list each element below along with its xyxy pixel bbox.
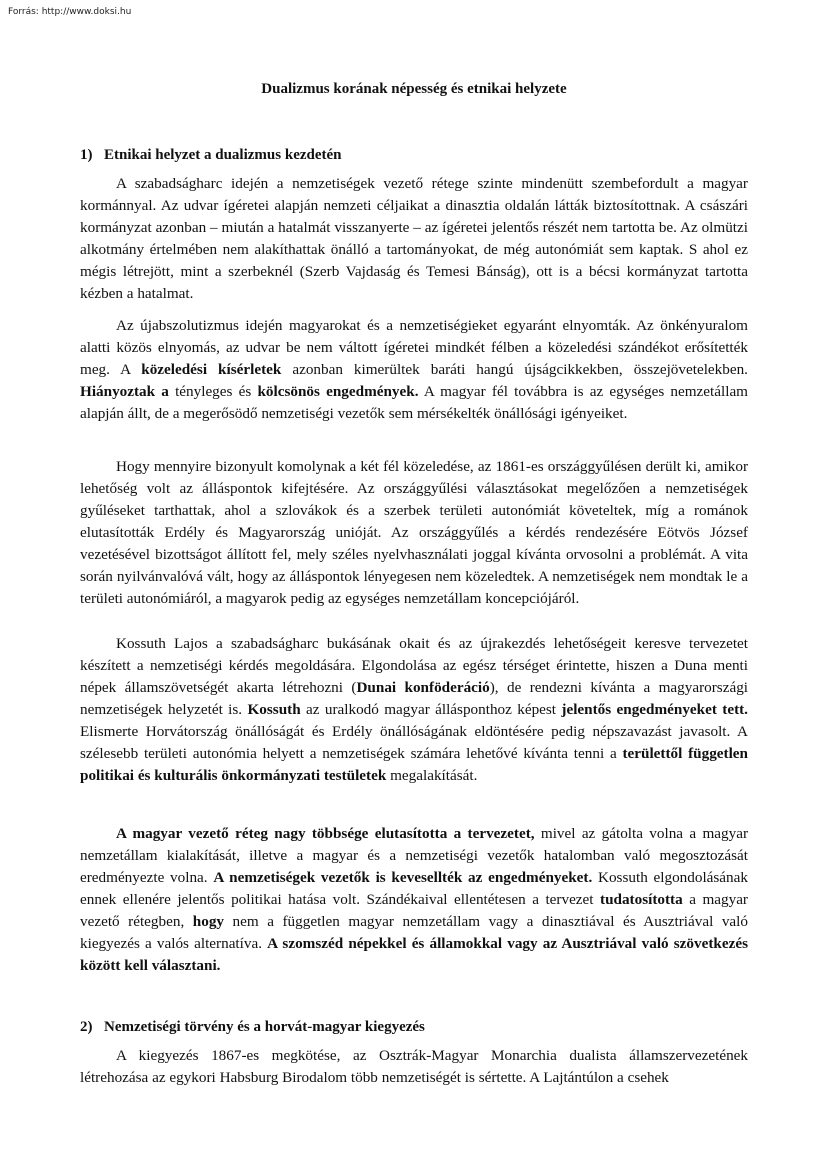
text-run: A szabadságharc idején a nemzetiségek vezető rétege szinte mindenütt szembefordult a magyar kormánnyal. Az udvar ígéretei alapján nemzeti céljaikat a dinasztia oldalán látták biztosítottnak. A császári kormányzat azonban – miután a hatalmát visszanyerte – az ígéretei jelentős részét nem tartotta be. Az olmützi alkotmány értelmében nem alakíthattak önálló a tartományokat, de még autonómiát sem kaptak. S ahol ez mégis létrejött, mint a szerbeknél (Szerb Vajdaság és Temesi Bánság), ott is a bécsi kormányzat tartotta kézben a hatalmat. xyxy=(80,175,748,302)
text-run: a magyar vezető rétegben, xyxy=(80,891,748,930)
text-run: Elismerte Horvátország önállóságát és Erdély önállóságának eldöntésére pedig népszavazást javasolt. A szélesebb területi autonómia helyett a nemzetiségek számára lehetővé kívánta tenni a xyxy=(80,723,748,762)
section-2-heading xyxy=(80,1016,425,1038)
source-note: Forrás: http://www.doksi.hu xyxy=(8,7,132,17)
bold-text: hogy xyxy=(192,913,225,930)
bold-text: A nemzetiségek vezetők is kevesellték az engedményeket. xyxy=(213,869,593,886)
bold-text: Kossuth xyxy=(247,701,301,718)
bold-text: jelentős engedményeket tett. xyxy=(561,701,748,718)
text-run: megalakítását. xyxy=(386,767,478,784)
section-1-heading-text: Etnikai helyzet a dualizmus kezdetén xyxy=(104,147,342,163)
text-run: A kiegyezés 1867-es megkötése, az Osztrák-Magyar Monarchia dualista államszervezetének létrehozása az egykori Habsburg Birodalom több nemzetiségét is sértette. A Lajtántúlon a csehek xyxy=(80,1047,748,1086)
bold-text: közeledési kísérletek xyxy=(141,361,282,378)
text-run: tényleges és xyxy=(168,383,258,400)
paragraph xyxy=(80,633,748,787)
text-run: A magyar fél továbbra is az egységes nemzetállam alapján állt, de a megerősödő nemzetiségi vezetők sem mérsékelték önállósági igényeiket. xyxy=(80,383,748,422)
document-title: Dualizmus korának népesség és etnikai helyzete xyxy=(261,81,567,97)
text-run: Kossuth elgondolásának ennek ellenére jelentős politikai hatása volt. Szándékaival ellentétesen a tervezet xyxy=(80,869,748,908)
text-run: Kossuth Lajos a szabadságharc bukásának okait és az újrakezdés lehetőségeit keresve tervezetet készített a nemzetiségi kérdés megoldására. Elgondolása az egész térséget érintette, hiszen a Duna menti népek államszövetségét akarta létrehozni ( xyxy=(80,635,748,696)
text-run: Az újabszolutizmus idején magyarokat és a nemzetiségieket egyaránt elnyomták. Az önkényuralom alatti közös elnyomás, az udvar be nem váltott ígéretei mindkét félben a közeledési szándékot erősítették meg. A xyxy=(80,317,748,378)
text-run: azonban kimerültek baráti hangú újságcikkekben, összejövetelekben. xyxy=(281,361,748,378)
paragraph xyxy=(80,315,748,425)
bold-text: A magyar vezető réteg nagy többsége elutasította a tervezetet, xyxy=(116,825,535,842)
section-2-heading-text: Nemzetiségi törvény és a horvát-magyar kiegyezés xyxy=(104,1019,425,1035)
text-run: ), de rendezni kívánta a magyarországi nemzetiségek helyzetét is. xyxy=(80,679,749,718)
bold-text: tudatosította xyxy=(600,891,683,908)
bold-text: A szomszéd népekkel és államokkal vagy az Ausztriával való szövetkezés között kell választani. xyxy=(80,935,748,974)
bold-text: Dunai konföderáció xyxy=(356,679,490,696)
section-1-heading xyxy=(80,144,342,166)
bold-text: területtől független politikai és kulturális önkormányzati testületek xyxy=(80,745,748,784)
text-run: Hogy mennyire bizonyult komolynak a két fél közeledése, az 1861-es országgyűlésen derült ki, amikor lehetőség volt az álláspontok kifejtésére. Az országgyűlési választásokat megelőzően a nemzetiségek gyűléseket tarthattak, ahol a szlovákok és a szerbek területi autonómiát követeltek, míg a románok elutasították Erdély és Magyarország unióját. Az országgyűlés a kérdés rendezésére Eötvös József vezetésével bizottságot állított fel, mely széles nyelvhasználati joggal kívánta orvosolni a problémát. A vita során nyilvánvalóvá vált, hogy az álláspontok lényegesen nem közeledtek. A nemzetiségek nem mondtak le a területi autonómiáról, a magyarok pedig az egységes nemzetállam koncepciójáról. xyxy=(80,458,748,607)
bold-text: Hiányoztak a xyxy=(80,383,169,400)
paragraph xyxy=(80,823,748,977)
text-run: az uralkodó magyar állásponthoz képest xyxy=(300,701,562,718)
paragraph xyxy=(80,456,748,610)
section-2-number: 2) xyxy=(80,1019,93,1035)
paragraph xyxy=(80,1045,748,1089)
section-1-number: 1) xyxy=(80,147,93,163)
bold-text: kölcsönös engedmények. xyxy=(257,383,419,400)
text-run: nem a független magyar nemzetállam vagy a dinasztiával és Ausztriával való kiegyezés a valós alternatíva. xyxy=(80,913,748,952)
text-run: mivel az gátolta volna a magyar nemzetállam kialakítását, illetve a magyar és a nemzetiségi vezetők hatalomban való megosztozását eredményezte volna. xyxy=(80,825,748,886)
paragraph xyxy=(80,173,748,305)
